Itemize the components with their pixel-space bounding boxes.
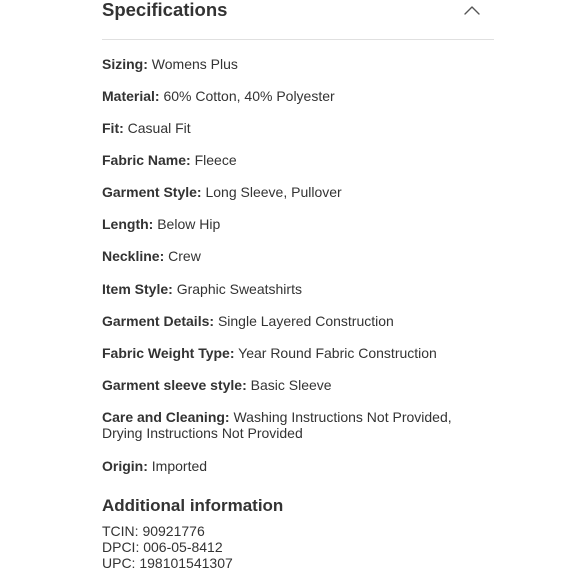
- spec-value: Year Round Fabric Construction: [238, 345, 437, 361]
- identifier-value: 198101541307: [139, 555, 233, 571]
- spec-label: Item Style:: [102, 281, 173, 297]
- spec-value: Casual Fit: [127, 120, 191, 136]
- additional-information-title: Additional information: [102, 496, 284, 515]
- spec-row-item-style: [102, 281, 494, 297]
- identifier-value: 90921776: [142, 523, 205, 539]
- spec-label: Sizing:: [102, 56, 148, 72]
- chevron-up-icon[interactable]: [460, 0, 484, 22]
- identifier-label: TCIN:: [102, 523, 139, 539]
- spec-label: Care and Cleaning:: [102, 409, 230, 425]
- spec-row-length: [102, 216, 494, 232]
- identifier-label: DPCI:: [102, 539, 140, 555]
- spec-row-care-and-cleaning: [102, 409, 494, 441]
- spec-label: Garment sleeve style:: [102, 377, 247, 393]
- spec-value: Washing Instructions Not Provided, Drying Instructions Not Provided: [102, 409, 452, 441]
- spec-row-fabric-weight-type: [102, 345, 494, 361]
- spec-row-fit: [102, 120, 494, 136]
- specifications-header[interactable]: [102, 0, 494, 40]
- spec-row-garment-style: [102, 184, 494, 200]
- identifier-list: [102, 523, 233, 571]
- spec-label: Neckline:: [102, 248, 165, 264]
- spec-value: 60% Cotton, 40% Polyester: [163, 88, 335, 104]
- spec-row-garment-sleeve-style: [102, 377, 494, 393]
- spec-value: Basic Sleeve: [250, 377, 332, 393]
- spec-value: Long Sleeve, Pullover: [205, 184, 342, 200]
- spec-label: Length:: [102, 216, 154, 232]
- spec-label: Material:: [102, 88, 160, 104]
- spec-row-sizing: [102, 56, 494, 72]
- spec-value: Womens Plus: [151, 56, 238, 72]
- spec-row-fabric-name: [102, 152, 494, 168]
- specifications-panel: [102, 0, 494, 571]
- spec-value: Crew: [168, 248, 201, 264]
- spec-label: Garment Style:: [102, 184, 202, 200]
- spec-label: Fabric Name:: [102, 152, 191, 168]
- spec-row-origin: [102, 458, 494, 474]
- identifier-value: 006-05-8412: [143, 539, 223, 555]
- identifier-row-tcin: [102, 523, 233, 539]
- spec-label: Fit:: [102, 120, 124, 136]
- spec-value: Single Layered Construction: [217, 313, 394, 329]
- spec-value: Imported: [151, 458, 208, 474]
- spec-label: Fabric Weight Type:: [102, 345, 235, 361]
- spec-label: Origin:: [102, 458, 148, 474]
- section-title: Specifications: [102, 0, 228, 20]
- identifier-row-upc: [102, 555, 233, 571]
- spec-value: Fleece: [194, 152, 237, 168]
- spec-row-garment-details: [102, 313, 494, 329]
- spec-value: Below Hip: [157, 216, 221, 232]
- spec-label: Garment Details:: [102, 313, 215, 329]
- identifier-label: UPC:: [102, 555, 136, 571]
- identifier-row-dpci: [102, 539, 233, 555]
- spec-value: Graphic Sweatshirts: [176, 281, 302, 297]
- spec-row-neckline: [102, 248, 494, 264]
- spec-row-material: [102, 88, 494, 104]
